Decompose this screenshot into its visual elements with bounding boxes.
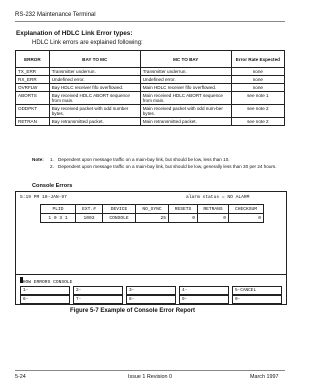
page-number: 5-24 xyxy=(15,374,26,380)
error-code: ODDPKT xyxy=(16,105,50,118)
error-rate-cell: see note 1 xyxy=(231,92,284,105)
mc-to-bay-cell: Transmitter underrun. xyxy=(140,68,231,76)
table-row xyxy=(16,84,285,92)
table-row xyxy=(16,92,285,105)
console-errors-heading: Console Errors xyxy=(32,183,73,189)
console-cell-plid: 1 0 3 1 xyxy=(41,214,76,223)
bay-to-mc-cell: Bay retransmitted packet. xyxy=(49,118,140,126)
figure-caption: Figure 5-7 Example of Console Error Report xyxy=(70,308,196,314)
error-rate-cell: see note 2 xyxy=(231,118,284,126)
bay-to-mc-cell: Bay HDLC receiver fifo overflowed. xyxy=(49,84,140,92)
mc-to-bay-cell: Main received HDLC ABORT sequence from main. xyxy=(140,92,231,105)
terminal-timestamp: 5:19 PM 10-JAN-97 xyxy=(20,195,67,200)
console-cell-device: CONSOLE xyxy=(103,214,136,223)
console-col-resets: RESETS xyxy=(169,205,198,214)
function-key-2[interactable]: 2- xyxy=(73,286,123,295)
publication-date: March 1997 xyxy=(250,374,279,380)
mc-to-bay-cell: Main HDLC receiver fifo overflowed. xyxy=(140,84,231,92)
console-col-plid: PLID xyxy=(41,205,76,214)
error-rate-cell: none xyxy=(231,84,284,92)
column-header-bay-to-mc: BAY TO MC xyxy=(49,51,140,68)
error-rate-cell: see note 2 xyxy=(231,105,284,118)
console-cell-ext: 1003 xyxy=(76,214,103,223)
error-rate-cell: none xyxy=(231,68,284,76)
table-row xyxy=(16,68,285,76)
function-key-8[interactable]: 8- xyxy=(126,295,176,304)
error-code: TX_ERR xyxy=(16,68,50,76)
terminal-divider xyxy=(16,274,286,275)
function-key-7[interactable]: 7- xyxy=(73,295,123,304)
error-code: RETRAN xyxy=(16,118,50,126)
function-key-4[interactable]: 4- xyxy=(179,286,229,295)
console-cell-resets: 0 xyxy=(169,214,198,223)
error-code: OVRFLW xyxy=(16,84,50,92)
hdlc-error-table xyxy=(15,50,285,126)
function-key-5-cancel[interactable]: 5-CANCEL xyxy=(232,286,282,295)
error-code: ABORTS xyxy=(16,92,50,105)
console-cell-retrans: 0 xyxy=(198,214,229,223)
terminal-screen xyxy=(15,191,287,305)
table-row xyxy=(16,76,285,84)
function-key-9[interactable]: 9- xyxy=(179,295,229,304)
notes-block xyxy=(32,157,282,170)
note-item xyxy=(32,164,282,169)
note-label: Note: xyxy=(32,157,44,162)
table-row xyxy=(16,118,285,126)
bay-to-mc-cell: Bay received HDLC ABORT sequence from main. xyxy=(49,92,140,105)
mc-to-bay-cell: Main retransmitted packet. xyxy=(140,118,231,126)
note-number: 1. xyxy=(50,157,54,162)
note-text: Dependent upon message traffic on a main-bay link, but should be low, generally less than 30 per 24 hours. xyxy=(58,163,277,169)
header-rule xyxy=(15,21,285,22)
bay-to-mc-cell: Transmitter underrun. xyxy=(49,68,140,76)
note-text: Dependent upon message traffic on a main-bay link, but should be low, less than 10. xyxy=(58,157,230,162)
column-header-error: ERROR xyxy=(16,51,50,68)
table-row xyxy=(16,105,285,118)
note-item xyxy=(32,157,282,162)
column-header-mc-to-bay: MC TO BAY xyxy=(140,51,231,68)
function-key-6[interactable]: 6- xyxy=(20,295,70,304)
console-col-checksum: CHECKSUM xyxy=(229,205,264,214)
issue-revision: Issue 1 Revision 0 xyxy=(128,374,173,380)
bay-to-mc-cell: Undefined error. xyxy=(49,76,140,84)
console-error-table xyxy=(40,204,264,223)
column-header-error-rate: Error Rate Expected xyxy=(231,51,284,68)
terminal-command-line[interactable]: SHOW ERRORS CONSOLE xyxy=(20,280,73,285)
note-number: 2. xyxy=(50,163,54,169)
console-col-ext: EXT.# xyxy=(76,205,103,214)
mc-to-bay-cell: Undefined error. xyxy=(140,76,231,84)
function-key-0[interactable]: 0- xyxy=(232,295,282,304)
console-cell-checksum: 0 xyxy=(229,214,264,223)
console-table-header xyxy=(41,205,264,214)
function-key-3[interactable]: 3- xyxy=(126,286,176,295)
section-intro: HDLC Link errors are explained following: xyxy=(32,40,143,46)
error-rate-cell: none xyxy=(231,76,284,84)
footer-rule xyxy=(15,370,285,371)
console-table-row xyxy=(41,214,264,223)
table-header-row xyxy=(16,51,285,68)
alarm-status: alarm status = NO ALARM xyxy=(186,195,250,200)
mc-to-bay-cell: Main received packet with odd num-ber bytes. xyxy=(140,105,231,118)
function-key-1[interactable]: 1- xyxy=(20,286,70,295)
console-col-no-sync: NO_SYNC xyxy=(136,205,169,214)
section-heading: Explanation of HDLC Link Error types: xyxy=(16,30,133,37)
error-code: RX_ERR xyxy=(16,76,50,84)
bay-to-mc-cell: Bay received packet with odd number bytes. xyxy=(49,105,140,118)
console-cell-no-sync: 25 xyxy=(136,214,169,223)
console-col-retrans: RETRANS xyxy=(198,205,229,214)
running-header: RS-232 Maintenance Terminal xyxy=(15,12,96,18)
console-col-device: DEVICE xyxy=(103,205,136,214)
